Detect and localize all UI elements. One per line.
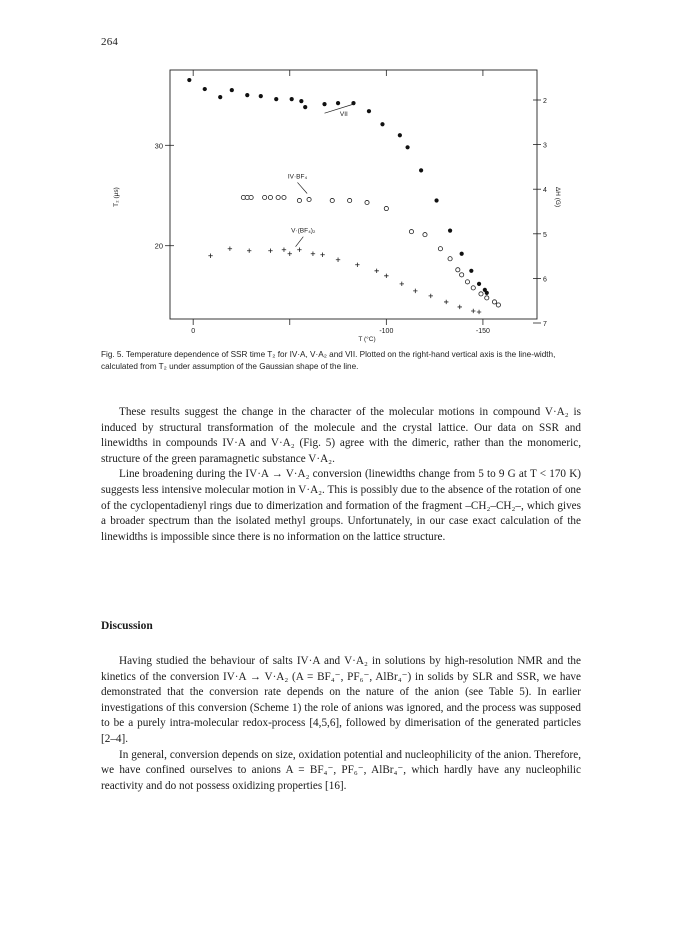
figure-caption [101, 349, 581, 373]
data-point-vii [303, 105, 307, 109]
data-point-iv-bf4 [492, 300, 496, 304]
data-point-v-bf4 [268, 249, 272, 253]
data-point-iv-bf4 [423, 233, 427, 237]
data-point-vii [245, 93, 249, 97]
x-tick-label: -100 [379, 328, 394, 335]
data-point-vii [218, 95, 222, 99]
annotation-v-bf4-leader [296, 237, 304, 247]
annotation-v-bf4: V·(BF₄)₂ [291, 227, 316, 235]
data-point-v-bf4 [297, 248, 301, 252]
x-tick-label: 0 [191, 328, 196, 335]
y-right-tick-label: 6 [543, 276, 547, 284]
chart-axes [170, 70, 537, 319]
data-point-v-bf4 [429, 294, 433, 298]
y-right-tick-label: 7 [543, 321, 547, 328]
data-point-vii [434, 198, 438, 202]
data-point-iv-bf4 [249, 195, 253, 199]
figure-caption-label: Fig. 5. [101, 350, 124, 359]
data-point-v-bf4 [458, 305, 462, 309]
page-number: 264 [101, 36, 119, 48]
data-point-v-bf4 [374, 269, 378, 273]
data-point-vii [469, 269, 473, 273]
data-point-vii [460, 252, 464, 256]
y-right-tick-label: 4 [543, 187, 547, 195]
data-point-vii [419, 168, 423, 172]
data-point-vii [380, 122, 384, 126]
paragraph: These results suggest the change in the character of the molecular motions in compound V·A₂ is induced by structural transformation of the molecule and the crystal lattice. Our data on SSR and linewidths in compounds IV·A and V·A₂ (Fig. 5) agree with the dimeric, rather than the monomeric, structure of the green paramagnetic substance V·A₂. [101, 406, 581, 465]
data-point-v-bf4 [288, 252, 292, 256]
data-point-iv-bf4 [448, 257, 452, 261]
data-point-iv-bf4 [307, 197, 311, 201]
data-point-v-bf4 [320, 253, 324, 257]
annotation-iv-bf4-leader [297, 182, 307, 193]
data-point-iv-bf4 [409, 230, 413, 234]
data-point-v-bf4 [336, 258, 340, 262]
data-point-iv-bf4 [485, 296, 489, 300]
data-point-vii [485, 291, 489, 295]
chart-ticks [165, 70, 541, 325]
data-point-vii [405, 145, 409, 149]
plot-frame [170, 70, 537, 319]
data-point-vii [203, 87, 207, 91]
data-point-vii [274, 97, 278, 101]
discussion-text [101, 654, 581, 794]
data-point-iv-bf4 [438, 247, 442, 251]
y-left-tick-label: 30 [154, 141, 163, 151]
paragraph: In general, conversion depends on size, oxidation potential and nucleophilicity of the anion. Therefore, we have confined ourselves to anions A = BF₄⁻, PF₆⁻, AlBr₄⁻, which hardly have any nucleophilic reactivity and do not possess oxidizing properties [16]. [101, 748, 581, 792]
y-right-axis-label: ΔH (G) [554, 186, 561, 208]
data-point-iv-bf4 [496, 303, 500, 307]
data-point-iv-bf4 [460, 273, 464, 277]
data-point-v-bf4 [477, 310, 481, 314]
data-point-iv-bf4 [263, 195, 267, 199]
data-point-vii [477, 282, 481, 286]
figure-caption-text: Temperature dependence of SSR time T₂ for IV·A, V·A₂ and VII. Plotted on the right-hand vertical axis is the line-width, calculated from T₂ under assumption of the Gaussian shape of the line. [101, 350, 556, 371]
data-point-iv-bf4 [282, 195, 286, 199]
data-point-vii [259, 94, 263, 98]
data-point-iv-bf4 [456, 268, 460, 272]
y-right-tick-label: 3 [543, 142, 547, 150]
data-point-iv-bf4 [276, 195, 280, 199]
data-point-vii [187, 78, 191, 82]
data-point-vii [322, 102, 326, 106]
y-left-tick-label: 20 [154, 241, 163, 251]
data-point-vii [367, 109, 371, 113]
data-point-vii [290, 97, 294, 101]
data-point-iv-bf4 [471, 286, 475, 290]
data-point-v-bf4 [208, 254, 212, 258]
y-right-tick-label: 5 [543, 231, 547, 239]
data-point-v-bf4 [228, 247, 232, 251]
paragraph: Line broadening during the IV·A → V·A₂ conversion (linewidths change from 5 to 9 G at T < 170 K) suggests less intensive molecular motion in V·A₂. This is possibly due to the absence of the rotation of one of the cyclopentadienyl rings due to dimerization and formation of the fragment –CH₂–CH₂–, which gives a broader spectrum than the isolated methyl groups. Unfortunately, in our case exact calculation of the linewidths is impossible since there is no information on the lattice structure. [101, 468, 581, 543]
annotation-vii: VII [339, 111, 348, 119]
data-point-v-bf4 [413, 289, 417, 293]
data-point-vii [230, 88, 234, 92]
section-heading: Discussion [101, 620, 153, 632]
data-point-v-bf4 [471, 309, 475, 313]
data-point-iv-bf4 [268, 195, 272, 199]
data-point-vii [448, 229, 452, 233]
annotation-iv-bf4: IV·BF₄ [287, 173, 308, 181]
data-point-vii [299, 99, 303, 103]
data-point-iv-bf4 [465, 280, 469, 284]
x-axis-label: T (°C) [358, 336, 376, 343]
data-point-v-bf4 [400, 282, 404, 286]
chart-labels [113, 98, 561, 343]
data-point-iv-bf4 [297, 198, 301, 202]
data-point-iv-bf4 [330, 198, 334, 202]
data-point-vii [336, 101, 340, 105]
data-point-v-bf4 [355, 263, 359, 267]
y-left-axis-label: T₂ (μs) [113, 187, 120, 207]
data-point-iv-bf4 [384, 206, 388, 210]
data-point-v-bf4 [384, 274, 388, 278]
data-point-v-bf4 [247, 249, 251, 253]
temperature-dependence-chart [0, 0, 680, 345]
data-point-v-bf4 [311, 252, 315, 256]
data-point-iv-bf4 [348, 198, 352, 202]
data-point-vii [398, 133, 402, 137]
paragraph: Having studied the behaviour of salts IV·A and V·A₂ in solutions by high-resolution NMR and the kinetics of the conversion IV·A → V·A₂ (A = BF₄⁻, PF₆⁻, AlBr₄⁻) in solids by SLR and SSR, we have demonstrated that the conversion rate depends on the nature of the anion (see Table 5). In earlier investigations of this conversion (Scheme 1) the role of anions was ignored, and the process was supposed to be a purely intra-molecular redox-process [4,5,6], followed by dimerisation of the generated particles [2–4]. [101, 655, 581, 745]
data-point-iv-bf4 [479, 292, 483, 296]
y-right-tick-label: 2 [543, 98, 547, 105]
data-point-iv-bf4 [365, 200, 369, 204]
results-text [101, 405, 581, 545]
data-point-v-bf4 [444, 300, 448, 304]
x-tick-label: -150 [475, 328, 490, 335]
data-point-v-bf4 [282, 248, 286, 252]
